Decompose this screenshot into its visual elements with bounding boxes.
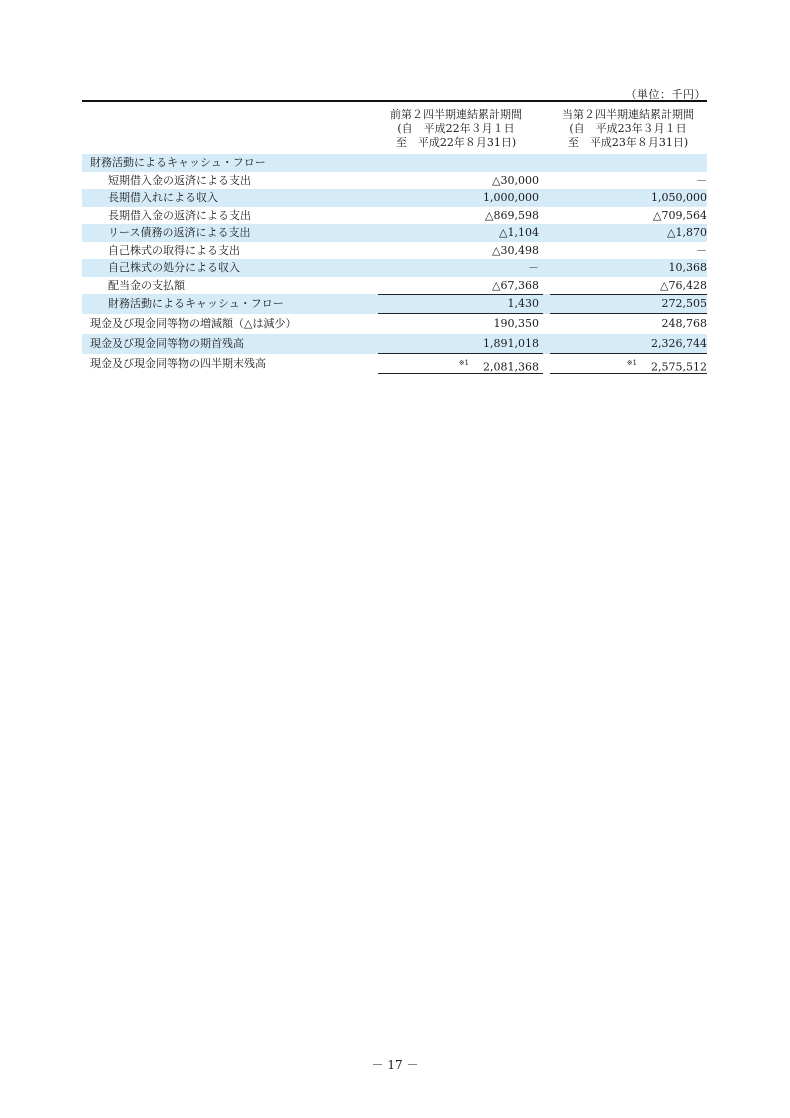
table-row	[82, 172, 707, 190]
unit-label: （単位：千円）	[625, 88, 706, 101]
value-text: 2,575,512	[651, 360, 707, 374]
value-text: 2,081,368	[483, 360, 539, 374]
value-current: △76,428	[660, 278, 707, 292]
value-current: －	[696, 173, 707, 187]
row-label: 現金及び現金同等物の期首残高	[90, 337, 244, 350]
row-label: 配当金の支払額	[108, 278, 185, 292]
value-current: 248,768	[661, 317, 707, 330]
value-previous: △30,000	[492, 173, 539, 187]
column-header-previous	[378, 108, 534, 150]
column-header-current	[550, 108, 706, 150]
table-row	[82, 334, 707, 354]
row-label: リース債務の返済による支出	[108, 226, 251, 239]
value-current	[550, 354, 707, 378]
row-label: 現金及び現金同等物の四半期末残高	[90, 357, 266, 370]
column-title: 前第２四半期連結累計期間	[390, 108, 522, 121]
table-row	[82, 277, 707, 295]
footnote-mark: ※1	[626, 359, 638, 367]
row-label: 自己株式の取得による支出	[108, 243, 240, 257]
row-label: 財務活動によるキャッシュ・フロー	[108, 297, 284, 310]
value-current: 1,050,000	[651, 191, 707, 204]
column-title: 当第２四半期連結累計期間	[562, 108, 694, 121]
table-row	[82, 314, 707, 334]
table-row	[82, 242, 707, 260]
row-label: 現金及び現金同等物の増減額（△は減少）	[90, 317, 297, 330]
value-previous: 1,430	[507, 297, 539, 310]
row-label: 自己株式の処分による収入	[108, 261, 240, 274]
table-row	[82, 207, 707, 225]
total-row	[82, 354, 707, 374]
value-previous: 1,891,018	[483, 337, 539, 350]
subtotal-row	[82, 294, 707, 314]
value-previous: △1,104	[499, 226, 539, 239]
table-row	[82, 154, 707, 172]
value-current: －	[696, 243, 707, 257]
footnote-mark: ※1	[458, 359, 470, 367]
row-label: 長期借入金の返済による支出	[108, 208, 251, 222]
value-previous: △67,368	[492, 278, 539, 292]
value-previous	[378, 354, 539, 378]
value-previous: △869,598	[485, 208, 539, 222]
value-previous: 190,350	[493, 317, 539, 330]
value-previous: －	[528, 261, 539, 274]
column-period-from: (自 平成22年３月１日	[397, 122, 515, 135]
value-current: 10,368	[668, 261, 707, 274]
value-previous: 1,000,000	[483, 191, 539, 204]
page-number: － 17 －	[371, 1058, 419, 1072]
column-period-from: (自 平成23年３月１日	[569, 122, 687, 135]
row-label: 長期借入れによる収入	[108, 191, 218, 204]
value-current: 272,505	[661, 297, 707, 310]
value-current: 2,326,744	[651, 337, 707, 350]
cash-flow-table	[82, 100, 707, 374]
value-current: △709,564	[653, 208, 707, 222]
value-previous: △30,498	[492, 243, 539, 257]
table-row	[82, 189, 707, 207]
value-current: △1,870	[667, 226, 707, 239]
column-period-to: 至 平成23年８月31日)	[567, 136, 689, 149]
table-row	[82, 259, 707, 277]
table-header	[82, 102, 707, 154]
row-label: 短期借入金の返済による支出	[108, 173, 251, 187]
table-row	[82, 224, 707, 242]
row-label: 財務活動によるキャッシュ・フロー	[90, 156, 266, 169]
column-period-to: 至 平成22年８月31日)	[395, 136, 517, 149]
